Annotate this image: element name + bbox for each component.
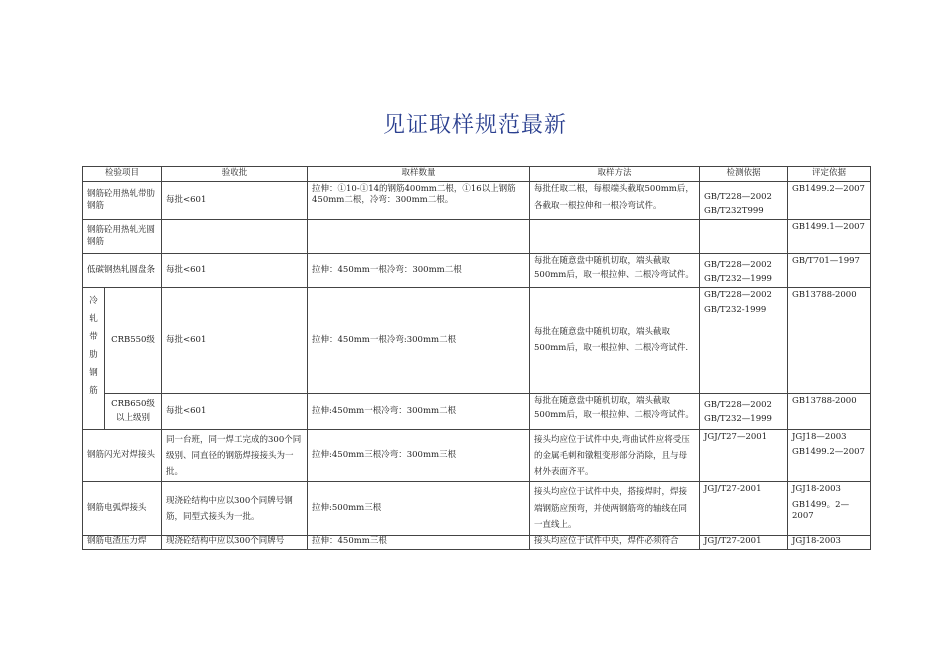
cell-batch: 现浇砼结构中应以300个同牌号钢筋，同型式接头为一批。 [162, 482, 308, 536]
method-line: 每批在随意盘中随机切取，端头截取 [534, 256, 671, 266]
cell-eval [788, 430, 871, 482]
cell-quantity [308, 182, 530, 220]
eval-line: GB1499.2—2007 [792, 447, 865, 458]
eval-line: JGJ18—2003 [792, 432, 847, 442]
cell-basis: JGJ/T27-2001 [700, 536, 788, 549]
cell-batch: 每批<601 [162, 182, 308, 220]
method-line: 500mm后，取一根拉伸、二根冷弯试件。 [534, 270, 694, 281]
quantity-line: 拉伸：①10-①14的钢筋400mm二根，①16以上钢筋 [312, 184, 516, 194]
cell-quantity: 拉伸：450mm一根冷弯：300mm二根 [308, 254, 530, 288]
cell-basis [700, 220, 788, 254]
header-batch: 验收批 [162, 167, 308, 182]
header-basis: 检测依据 [700, 167, 788, 182]
cell-grade [105, 394, 162, 430]
cell-item: 钢筋电弧焊接头 [83, 482, 162, 536]
cell-quantity: 拉伸：450mm三根 [308, 536, 530, 549]
method-line: 500mm后，取一根拉伸、二根冷弯试件。 [534, 410, 694, 421]
basis-line: GB/T228—2002 [704, 290, 772, 300]
cell-batch: 每批<601 [162, 394, 308, 430]
cell-item: 钢筋电渣压力焊 [83, 536, 162, 549]
cell-batch: 每批<601 [162, 254, 308, 288]
cell-basis [700, 182, 788, 220]
cell-batch: 现浇砼结构中应以300个同牌号 [162, 536, 308, 549]
cell-quantity [308, 220, 530, 254]
cell-method: 接头均应位于试件中央，焊件必须符合 [530, 536, 700, 549]
table-row [83, 220, 871, 254]
basis-line: GB/T232—1999 [704, 274, 772, 285]
table-row [83, 182, 871, 220]
cell-eval: GB1499.1—2007 [788, 220, 871, 254]
method-line: 每批在随意盘中随机切取，端头截取 [534, 327, 671, 338]
cell-eval [788, 482, 871, 536]
header-quantity: 取样数量 [308, 167, 530, 182]
table-row [83, 254, 871, 288]
cell-item: 低碳钢热轧圆盘条 [83, 254, 162, 288]
basis-line: GB/T232T999 [704, 206, 764, 217]
table-row [83, 394, 871, 430]
cell-item: 钢筋闪光对焊接头 [83, 430, 162, 482]
cell-basis [700, 254, 788, 288]
cell-basis [700, 288, 788, 394]
cell-eval: GB13788-2000 [788, 288, 871, 394]
table-header-row [83, 167, 871, 182]
cell-basis [700, 394, 788, 430]
table-row [83, 482, 871, 536]
cell-method: 接头均应位于试件中央,弯曲试件应将受压的金属毛刺和镦粗变形部分消除，且与母材外表面齐平。 [530, 430, 700, 482]
cell-eval: GB1499.2—2007 [788, 182, 871, 220]
page-title: 见证取样规范最新 [382, 113, 567, 138]
cell-quantity: 拉伸：450mm一根冷弯:300mm二根 [308, 288, 530, 394]
method-line: 500mm后，取一根拉伸、二根冷弯试件. [534, 342, 689, 353]
cell-group-label: 冷 轧 带 肋 钢 筋 [83, 288, 105, 430]
grade-line: CRB650级 [111, 398, 155, 409]
table-row [83, 430, 871, 482]
cell-method [530, 220, 700, 254]
eval-line: GB1499。2—2007 [792, 499, 850, 522]
basis-line: GB/T228—2002 [704, 192, 772, 202]
sampling-table [82, 166, 871, 550]
basis-line: GB/T232-1999 [704, 305, 767, 316]
method-line: 各截取一根拉伸和一根冷弯试件。 [534, 201, 662, 212]
method-line: 每批任取二根，每根端头截取500mm后， [534, 184, 694, 194]
header-item: 检验项目 [83, 167, 162, 182]
quantity-line: 450mm二根，冷弯：300mm二根。 [312, 195, 454, 206]
cell-eval: GB/T701—1997 [788, 254, 871, 288]
cell-item: 钢筋砼用热轧光圆钢筋 [83, 220, 162, 254]
table-row [83, 536, 871, 549]
table-row [83, 288, 871, 394]
cell-method [530, 394, 700, 430]
basis-line: GB/T228—2002 [704, 260, 772, 270]
cell-quantity: 拉伸:500mm三根 [308, 482, 530, 536]
cell-basis: JGJ/T27-2001 [700, 482, 788, 536]
cell-batch [162, 220, 308, 254]
cell-batch: 每批<601 [162, 288, 308, 394]
cell-method [530, 182, 700, 220]
cell-method: 接头均应位于试件中央，搭接焊时，焊接端钢筋应预弯，并使两钢筋弯的轴线在同一直线上。 [530, 482, 700, 536]
cell-method [530, 288, 700, 394]
cell-eval: GB13788-2000 [788, 394, 871, 430]
method-line: 每批在随意盘中随机切取，端头截取 [534, 396, 671, 406]
grade-line: 以上级别 [116, 413, 151, 423]
cell-eval: JGJ18-2003 [788, 536, 871, 549]
cell-quantity: 拉伸:450mm一根冷弯：300mm二根 [308, 394, 530, 430]
cell-basis: JGJ/T27—2001 [700, 430, 788, 482]
basis-line: GB/T228—2002 [704, 400, 772, 410]
header-method: 取样方法 [530, 167, 700, 182]
cell-grade: CRB550级 [105, 288, 162, 394]
eval-line: JGJ18-2003 [792, 484, 841, 495]
basis-line: GB/T232—1999 [704, 414, 772, 425]
cell-item: 钢筋砼用热轧带肋钢筋 [83, 182, 162, 220]
cell-method [530, 254, 700, 288]
header-eval: 评定依据 [788, 167, 871, 182]
cell-batch: 同一台班，同一焊工完成的300个同级别、同直径的钢筋焊接接头为一批。 [162, 430, 308, 482]
cell-quantity: 拉伸:450mm三根冷弯：300mm三根 [308, 430, 530, 482]
